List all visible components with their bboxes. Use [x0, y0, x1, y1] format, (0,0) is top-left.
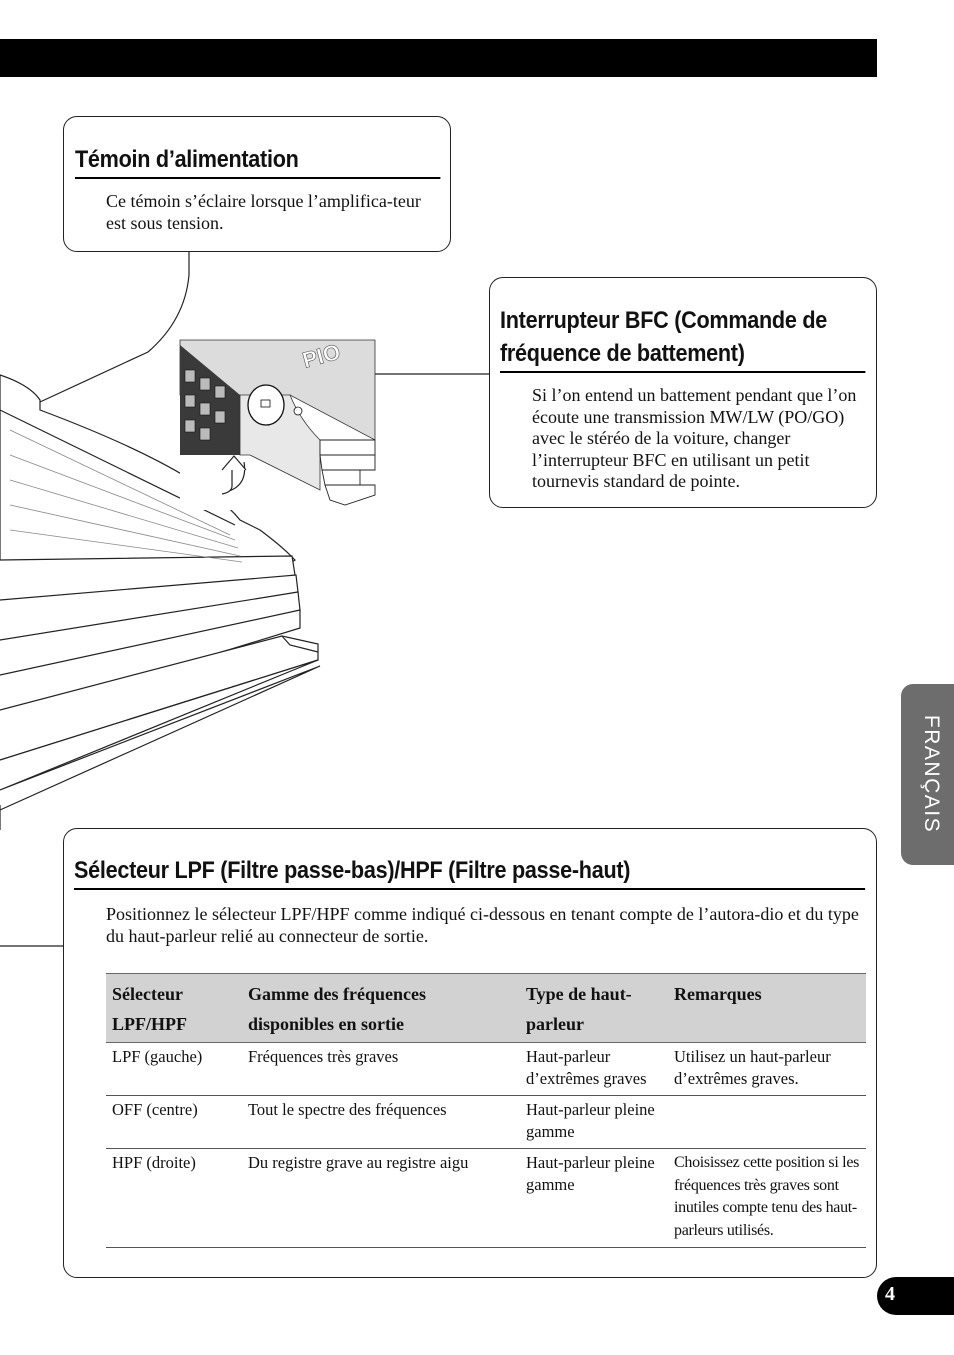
bfc-switch-icon [294, 407, 302, 415]
table-header-cell: Sélecteur LPF/HPF [106, 974, 242, 1043]
table-header-cell: Remarques [668, 974, 866, 1043]
leader-line-temoin [40, 252, 189, 402]
table-cell: Fréquences très graves [242, 1043, 520, 1096]
text-temoin: Ce témoin s’éclaire lorsque l’amplifica-teur est sous tension. [106, 191, 421, 233]
brand-logo: PIO [299, 338, 343, 373]
page-number-tab [877, 1277, 954, 1315]
table-cell [668, 1096, 866, 1149]
table-cell: Choisissez cette position si les fréquences très graves sont inutiles compte tenu des haut-parleurs utilisés. [668, 1149, 866, 1248]
table-row [106, 1096, 866, 1149]
power-led-icon [261, 400, 270, 407]
text-lpf-intro: Positionnez le sélecteur LPF/HPF comme indiqué ci-dessous en tenant compte de l’autora-dio et du type du haut-parleur relié au connecteur de sortie. [106, 904, 859, 946]
frequency-table [106, 973, 866, 1248]
table-header-cell: Gamme des fréquences disponibles en sortie [242, 974, 520, 1043]
heading-temoin: Témoin d’alimentation [75, 143, 440, 179]
table-cell: Du registre grave au registre aigu [242, 1149, 520, 1248]
table-cell: HPF (droite) [106, 1149, 242, 1248]
heading-bfc [500, 304, 865, 373]
table-header-row [106, 974, 866, 1043]
table-header-cell: Type de haut-parleur [520, 974, 668, 1043]
amplifier-closeup [180, 339, 375, 510]
table-cell: Haut-parleur pleine gamme [520, 1096, 668, 1149]
table-cell: Tout le spectre des fréquences [242, 1096, 520, 1149]
page-number: 4 [885, 1283, 895, 1305]
callout-lpf-hpf [63, 828, 877, 1278]
heading-bfc-line1: Interrupteur BFC (Commande de [500, 307, 827, 334]
table-cell: Utilisez un haut-parleur d’extrêmes graves. [668, 1043, 866, 1096]
heading-lpf-hpf: Sélecteur LPF (Filtre passe-bas)/HPF (Filtre passe-haut) [74, 854, 865, 890]
table-row [106, 1043, 866, 1096]
table-cell: Haut-parleur d’extrêmes graves [520, 1043, 668, 1096]
language-tab [901, 684, 954, 865]
text-bfc: Si l’on entend un battement pendant que l’on écoute une transmission MW/LW (PO/GO) avec le stéréo de la voiture, changer l’interrupteur BFC en utilisant un petit tournevis standard de pointe. [532, 385, 857, 491]
table-row [106, 1149, 866, 1248]
table-cell: Haut-parleur pleine gamme [520, 1149, 668, 1248]
callout-bfc [489, 277, 877, 508]
table-cell: OFF (centre) [106, 1096, 242, 1149]
table-cell: LPF (gauche) [106, 1043, 242, 1096]
heading-bfc-line2: fréquence de battement) [500, 340, 745, 367]
language-label: FRANÇAIS [920, 714, 943, 834]
callout-temoin [63, 116, 451, 252]
